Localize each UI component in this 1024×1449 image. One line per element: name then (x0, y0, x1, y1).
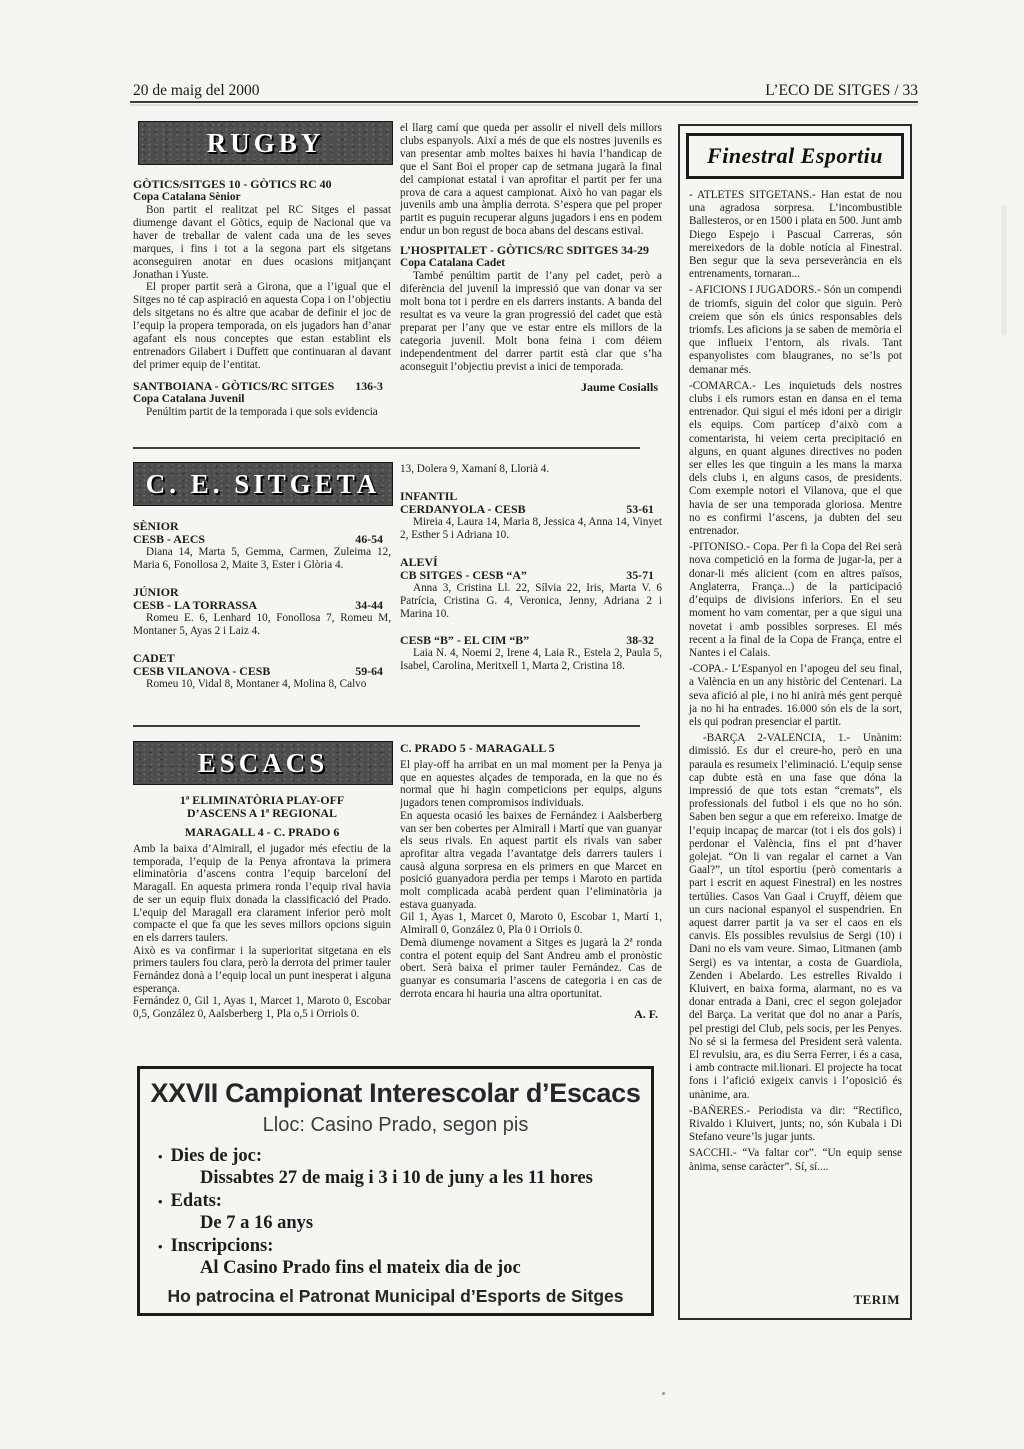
item-label: Dies de joc: (170, 1146, 263, 1166)
finestral-paragraph: - AFICIONS I JUGADORS.- Són un compendi de triomfs, siguin del color que siguin. Però creiem que són els únics responsables dels triomfs. Les aficions ja se saben de memòria el que influeix l’entorn, als rivals. Tant espanyolistes com blaugranes, no se’ls pot demanar més. (689, 284, 902, 376)
list-item (158, 1236, 651, 1257)
finestral-paragraph: -COPA.- L’Espanyol en l’apogeu del seu final, a València en un any històric del Centenari. La seva afició al ple, i no hi anirà més gent perquè ja no hi ha entrades. 16.000 són els de la sort, els qui podran presenciar el partit. (689, 663, 902, 728)
match-title: GÒTICS/SITGES 10 - GÒTICS RC 40 (133, 178, 332, 191)
match-title: CB SITGES - CESB “A” (400, 567, 527, 582)
author-byline: TERIM (853, 1292, 900, 1307)
escacs-section-banner (133, 741, 393, 785)
article-paragraph: Amb la baixa d’Almirall, el jugador més efectiu de la temporada, l’equip de la Penya afrontava la primera eliminatòria d’ascens contra l’equip barceloní del Maragall. En aquesta primera ronda l’equip rival havia de ser un equip fluix donada la classificació del Prado. L’equip del Maragall era clarament inferior però molt compacte el que fa que les seves millors opcions siguin en els darrers taulers. (133, 843, 391, 944)
finestral-paragraph: SACCHI.- “Va faltar cor”. “Un equip sense ànima, sense caràcter”. Sí, sí.... (689, 1147, 902, 1173)
board-results: Fernández 0, Gil 1, Ayas 1, Marcet 1, Maroto 0, Escobar 0,5, González 0, Aalsberberg 1, Pla o,5 i Orriols 0. (133, 995, 391, 1021)
announcement-location: Lloc: Casino Prado, segon pis (262, 1114, 529, 1136)
finestral-title: Finestral Esportiu (707, 143, 883, 168)
match-title: CERDANYOLA - CESB (400, 501, 526, 516)
section-divider (133, 725, 640, 727)
category-label: JÚNIOR (133, 584, 179, 599)
scan-smudge (1001, 205, 1007, 335)
page-date: 20 de maig del 2000 (133, 82, 260, 99)
match-title: C. PRADO 5 - MARAGALL 5 (400, 742, 555, 755)
players-list-continuation: 13, Dolera 9, Xamaní 8, Llorià 4. (400, 463, 550, 475)
board-results: Gil 1, Ayas 1, Marcet 0, Maroto 0, Escobar 1, Martí 1, Almirall 0, González 0, Pla 0 i Orriols 0. (400, 911, 662, 937)
match-score-row (133, 665, 391, 678)
bullet-icon: • (158, 1149, 163, 1164)
match-score: 38-32 (626, 633, 654, 648)
rugby-banner-label: RUGBY (206, 127, 325, 158)
playoff-heading-line1: 1ª ELIMINATÒRIA PLAY-OFF (179, 794, 345, 807)
result-block-cadet (133, 652, 391, 691)
players-list: Anna 3, Cristina Ll. 22, Sílvia 22, Iris, Marta V. 6 Patrícia, Cristina G. 4, Veronica, Jenny, Adriana 2 i Marina 10. (400, 581, 662, 620)
finestral-paragraph: -COMARCA.- Les inquietuds dels nostres clubs i els rumors estan en dansa en el tema entrenador. Qui sigui el més idoni per a dirigir els equips. Com partícep d’això com a comentarista, hi veiem certa precipitació en alguns, en quant algunes directives no poden ser elles les que tinguin a les mans la marxa dels clubs i, en alguns casos, de presidents. Com exemple notori el Vilanova, que el que havia de ser una temporada gloriosa. Mentre no es confirmi l’ascens, ja dubten del seu entrenador. (689, 379, 902, 538)
result-block-junior (133, 586, 391, 638)
category-label: SÈNIOR (133, 520, 179, 533)
match-title: CESB VILANOVA - CESB (133, 663, 271, 678)
section-divider (133, 447, 640, 449)
article-paragraph: Demà diumenge novament a Sitges es jugarà la 2ª ronda contra el potent equip del Sant Andreu amb el pronòstic obert. Serà baixa el primer tauler Fernández. Cas de guanyar es consumaria l’ascens de categoria i en cas de derrota encara hi hauria una altra oportunitat. (400, 936, 662, 1000)
announcement-sponsor: Ho patrocina el Patronat Municipal d’Esports de Sitges (167, 1286, 624, 1306)
category-label: CADET (133, 650, 175, 665)
author-byline: A. F. (634, 1007, 658, 1022)
playoff-heading-line2: D’ASCENS A 1ª REGIONAL (187, 806, 337, 820)
result-block-infantil (400, 490, 662, 542)
match-score-row (133, 599, 391, 612)
players-list: Romeu E. 6, Lenhard 10, Fonollosa 7, Romeu M, Montaner 5, Ayas 2 i Laiz 4. (133, 611, 391, 637)
competition-name: Copa Catalana Cadet (400, 257, 506, 270)
match-title: CESB - AECS (133, 532, 206, 546)
rugby-section-banner (138, 121, 393, 165)
item-value: De 7 a 16 anys (200, 1213, 314, 1233)
players-list: Laia N. 4, Noemi 2, Irene 4, Laia R., Estela 2, Paula 5, Isabel, Carolina, Meritxell 1, Marta 2, Cristina 18. (400, 647, 662, 673)
chess-championship-announcement (137, 1066, 654, 1316)
finestral-paragraph: - ATLETES SITGETANS.- Han estat de nou una agradosa sorpresa. L’incombustible Ballesteros, or en 1500 i plata en 500. Junt amb Diego Espejo i Pascual Carreras, són mereixedors de la doble notícia al Finestral. Ben segur que la seva perseverància en els entrenaments, tornaran... (689, 189, 902, 281)
item-value: Al Casino Prado fins el mateix dia de joc (200, 1258, 521, 1278)
author-byline: Jaume Cosialls (580, 380, 658, 395)
finestral-title-box (686, 133, 904, 179)
result-block-alevi (400, 556, 662, 621)
list-item (158, 1146, 651, 1167)
rugby-middle-column (400, 122, 662, 442)
finestral-esportiu-box (678, 124, 912, 1320)
article-paragraph: El proper partit serà a Girona, que a l’igual que el Sitges no té cap aspiració en aquesta Copa i on l’objectiu dels sitgetans no és altre que acabar de definir el joc de l’equip la propera temporada, on els jugadors han d’anar agafant els nous conceptes que estan establint els entrenadors Gilabert i Duffett que continuaran al davant del primer equip de l’entitat. (133, 281, 391, 371)
escacs-banner-label: ESCACS (197, 747, 329, 778)
finestral-paragraph: -BARÇA 2-VALENCIA, 1.- Unànim: dimissió. Es dur el creure-ho, però en una paraula es resumeix l’eliminació. L’equip sense cap dubte està en una fase que dóna la impressió de que tots estan “cremats”, els professionals del futbol i els que no ho són. Saben ben segur a que em refereixo. Imatge de l’equip incapaç de marcar (tot i els dos gols) i perdonar el València, fins el pnt d’haver golejat. “On li van regalar el carnet a Van Gaal?”, un títol esportiu (però comentaris a part i escrit en aquest Finestral) en les nostres tertúlies. Casos Van Gaal i Cruyff, dèiem que un curs nacional espanyol el suspendrien. En aquest darrer partit ja va ser el caos en els canvis. Els possibles revulsius de Sergi (10) i Dani no els vam veure. Simao, Litmanen (amb Sergi) es va intentar, a costa de Guardiola, Zenden i Abelardo. Les estrelles Rivaldo i Kluivert, en baixa forma, alarmant, no es va donar entrada a Dani, crec el segon golejador del Barça. La veritat que dol no anar a París, pel prestigi del Club, pels socis, per les Penyes. No sé si la fermesa del President serà valenta. El revulsiu, ara, es diu Serra Ferrer, i és a casa, i amb contracte mil.lionari. El projecte ha tocat fons i l’afició exigeix canvis i l’oposició és unànime, ara. (689, 732, 902, 1101)
match-title: SANTBOIANA - GÒTICS/RC SITGES (133, 378, 335, 393)
match-score: 136-3 (355, 378, 383, 393)
sitgeta-middle-column (400, 463, 662, 721)
match-score: 34-44 (355, 597, 383, 612)
match-score: 59-64 (355, 663, 383, 678)
competition-name: Copa Catalana Sènior (133, 191, 241, 203)
article-paragraph: Això es va confirmar i la superioritat sitgetana en els primers taulers fou clara, però la derrota del primer tauler Fernández donà a l’equip local un punt inesperat i alguna esperança. (133, 944, 391, 995)
match-score-row (400, 503, 662, 516)
match-title: CESB - LA TORRASSA (133, 597, 258, 612)
article-paragraph: En aquesta ocasió les baixes de Fernández i Aalsberberg van ser ben cobertes per Almirall i Martí que van guanyar els seus rivals. En aquest partit els rivals van saber aprofitar altra vegada l’avantatge dels darrers taulers i causà alguna sorpresa en els primers en que Marcet en posició guanyadora perdia per temps i Maroto en partida molt complicada acabà perdent quan l’eliminatòria ja estava guanyada. (400, 809, 662, 911)
finestral-paragraph: -PITONISO.- Copa. Per fi la Copa del Rei serà nova competició en la forma de jugar-la, per a donar-li més alicient (com en altres països, Anglaterra, França...) de la participació d’equips de divisions inferiors. En el seu moment ho vam comentar, per a que sigui una novetat i amb possibles sorpreses. El més recent a la final de la Copa de França, entre el Nantes i el Calais. (689, 541, 902, 659)
list-item (158, 1191, 651, 1212)
article-paragraph: El play-off ha arribat en un mal moment per la Penya ja que en aquestes alçades de temporada, en la que no és normal que hi hagin competicions per equips, alguns jugadors tenen compromisos individuals. (400, 759, 662, 810)
sitgeta-section-banner (133, 462, 393, 506)
header-rule (130, 101, 918, 103)
escacs-middle-column (400, 742, 662, 1060)
rugby-left-column (133, 178, 391, 444)
item-value: Dissabtes 27 de maig i 3 i 10 de juny a les 11 hores (200, 1168, 593, 1188)
bullet-icon: • (158, 1194, 163, 1209)
escacs-left-column (133, 794, 391, 1060)
item-label: Inscripcions: (170, 1236, 274, 1256)
announcement-list (158, 1146, 651, 1279)
article-paragraph: Bon partit el realitzat pel RC Sitges el passat diumenge davant el Gòtics, equip de Nacional que va haver de treballar de valent cada una de les seves marques, i fins i tot a la segona part els sitgetans aconseguiren anotar en dues ocasions mitjançant Jonathan i Yuste. (133, 204, 391, 281)
match-score: 46-54 (355, 532, 383, 546)
match-score-row (400, 569, 662, 582)
sitgeta-banner-label: C. E. SITGETA (145, 468, 381, 499)
bullet-icon: • (158, 1239, 163, 1254)
category-label: INFANTIL (400, 488, 458, 503)
sitgeta-left-column (133, 520, 391, 720)
item-label: Edats: (170, 1191, 222, 1211)
category-label: ALEVÍ (400, 554, 438, 569)
finestral-body (680, 183, 910, 1292)
match-score: 35-71 (626, 567, 654, 582)
players-list: Diana 14, Marta 5, Gemma, Carmen, Zuleima 12, Maria 6, Fonollosa 2, Maite 3, Ester i Glòria 4. (133, 546, 391, 571)
article-paragraph: També penúltim partit de l’any pel cadet, però a diferència del juvenil la impressió que van donar va ser molt bona tot i perdre en els darrers instants. A banda del resultat es va veure la gran progressió del cadet que està preparat per l’any que ve estar entre els millors de la categoria juvenil. Molt bona feina i com déiem independentment del darrer partit està clar que s’ha aconseguit l’objectiu previst a inici de temporada. (400, 270, 662, 373)
competition-name: Copa Catalana Juvenil (133, 392, 245, 405)
result-block-cesb-b (400, 634, 662, 673)
finestral-paragraph: -BAÑERES.- Periodista va dir: “Rectifico, Rivaldo i Kluivert, junts; no, són Kubala i Di Stefano veure’ls jugar junts. (689, 1104, 902, 1144)
article-paragraph: Penúltim partit de la temporada i que sols evidencia (146, 405, 378, 418)
match-score-row (133, 533, 391, 546)
match-title: L’HOSPITALET - GÒTICS/RC SDITGES 34-29 (400, 243, 649, 258)
players-list: Mireia 4, Laura 14, Maria 8, Jessica 4, Anna 14, Vinyet 2, Esther 5 i Adriana 10. (400, 515, 662, 541)
match-score-row (133, 380, 391, 393)
match-title: MARAGALL 4 - C. PRADO 6 (184, 825, 340, 839)
announcement-title: XXVII Campionat Interescolar d’Escacs (150, 1078, 641, 1108)
match-title: CESB “B” - EL CIM “B” (400, 633, 530, 648)
match-score-row (400, 634, 662, 647)
masthead: L’ECO DE SITGES / 33 (765, 82, 918, 99)
article-paragraph: el llarg camí que queda per assolir el nivell dels millors clubs espanyols. Així a més de que els nostres juvenils es van presentar amb moltes baixes hi havia l’handicap de que el Sant Boi el proper cap de setmana jugarà la final del campionat estatal i van aprofitar el partit per fer una prova de cara a aquest campionat. Això ho van pagar els juvenils amb una àmplia derrota. S’espera que pel proper partit es puguin recuperar alguns jugadors i ens en podem endur un bon regust de boca abans del descans estival. (400, 122, 662, 238)
result-block-senior (133, 520, 391, 572)
scan-speck (662, 1392, 665, 1395)
players-list: Romeu 10, Vidal 8, Montaner 4, Molina 8, Calvo (146, 677, 367, 690)
match-score: 53-61 (626, 501, 654, 516)
